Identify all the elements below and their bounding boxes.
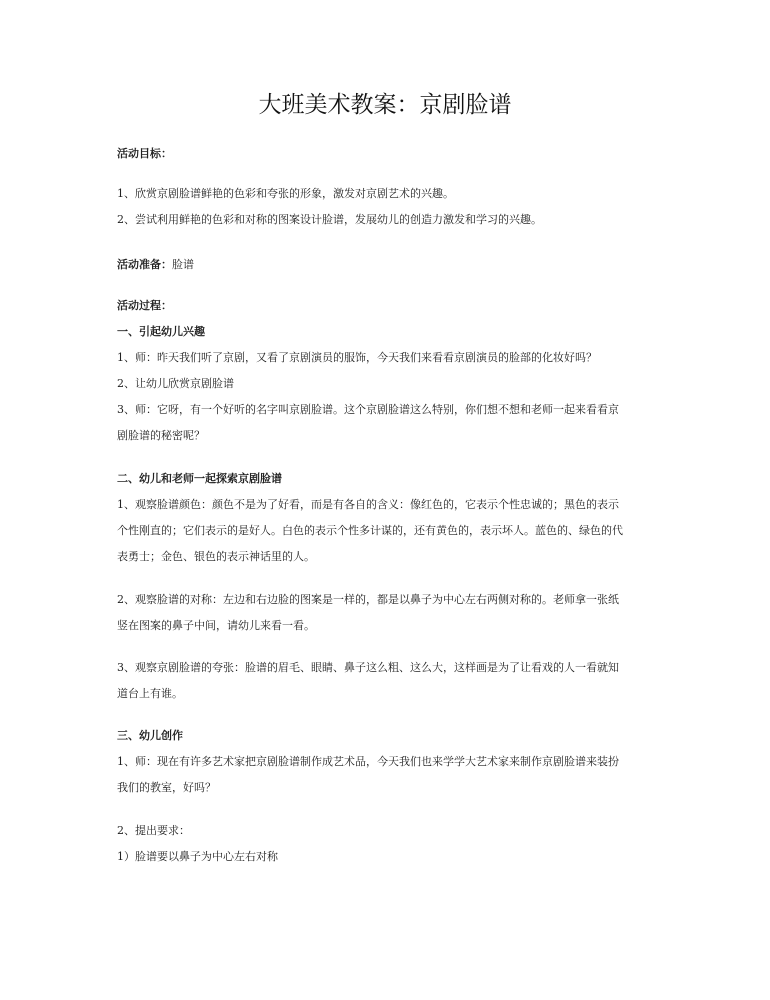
section-2-heading: 二、幼儿和老师一起探索京剧脸谱 (117, 472, 282, 485)
section-2-line: 道台上有谁。 (117, 687, 183, 700)
section-3-heading: 三、幼儿创作 (117, 729, 183, 742)
section-1-line: 2、让幼儿欣赏京剧脸谱 (117, 377, 234, 390)
section-1-line: 剧脸谱的秘密呢？ (117, 429, 205, 442)
section-2-line: 竖在图案的鼻子中间，请幼儿来看一看。 (117, 619, 315, 632)
prep-line (117, 257, 665, 273)
process-heading: 活动过程： (117, 299, 172, 312)
goal-item-2: 2、尝试利用鲜艳的色彩和对称的图案设计脸谱，发展幼儿的创造力激发和学习的兴趣。 (117, 213, 542, 226)
prep-value: 脸谱 (172, 258, 194, 271)
section-1-heading: 一、引起幼儿兴趣 (117, 325, 205, 338)
prep-label: 活动准备： (117, 258, 172, 271)
section-2-line: 个性刚直的；它们表示的是好人。白色的表示个性多计谋的，还有黄色的，表示坏人。蓝色的、绿色的代 (117, 524, 623, 537)
section-1-line: 1、师：昨天我们听了京剧，又看了京剧演员的服饰，今天我们来看看京剧演员的脸部的化妆好吗？ (117, 351, 597, 364)
section-2-line: 2、观察脸谱的对称：左边和右边脸的图案是一样的，都是以鼻子为中心左右两侧对称的。老师拿一张纸 (117, 593, 619, 606)
section-3-line: 我们的教室，好吗？ (117, 781, 216, 794)
goal-heading: 活动目标： (117, 147, 172, 160)
section-3-line: 2、提出要求： (117, 824, 190, 837)
section-3-line: 1、师：现在有许多艺术家把京剧脸谱制作成艺术品，今天我们也来学学大艺术家来制作京剧脸谱来装扮 (117, 755, 619, 768)
section-1-line: 3、师：它呀，有一个好听的名字叫京剧脸谱。这个京剧脸谱这么特别，你们想不想和老师一起来看看京 (117, 403, 619, 416)
document-title: 大班美术教案：京剧脸谱 (258, 92, 512, 118)
section-2-line: 表勇士；金色、银色的表示神话里的人。 (117, 550, 315, 563)
section-2-line: 3、观察京剧脸谱的夸张：脸谱的眉毛、眼睛、鼻子这么粗、这么大，这样画是为了让看戏的人一看就知 (117, 661, 619, 674)
section-2-line: 1、观察脸谱颜色：颜色不是为了好看，而是有各自的含义：像红色的，它表示个性忠诚的；黑色的表示 (117, 498, 619, 511)
section-3-line: 1）脸谱要以鼻子为中心左右对称 (117, 850, 278, 863)
goal-item-1: 1、欣赏京剧脸谱鲜艳的色彩和夸张的形象，激发对京剧艺术的兴趣。 (117, 187, 454, 200)
